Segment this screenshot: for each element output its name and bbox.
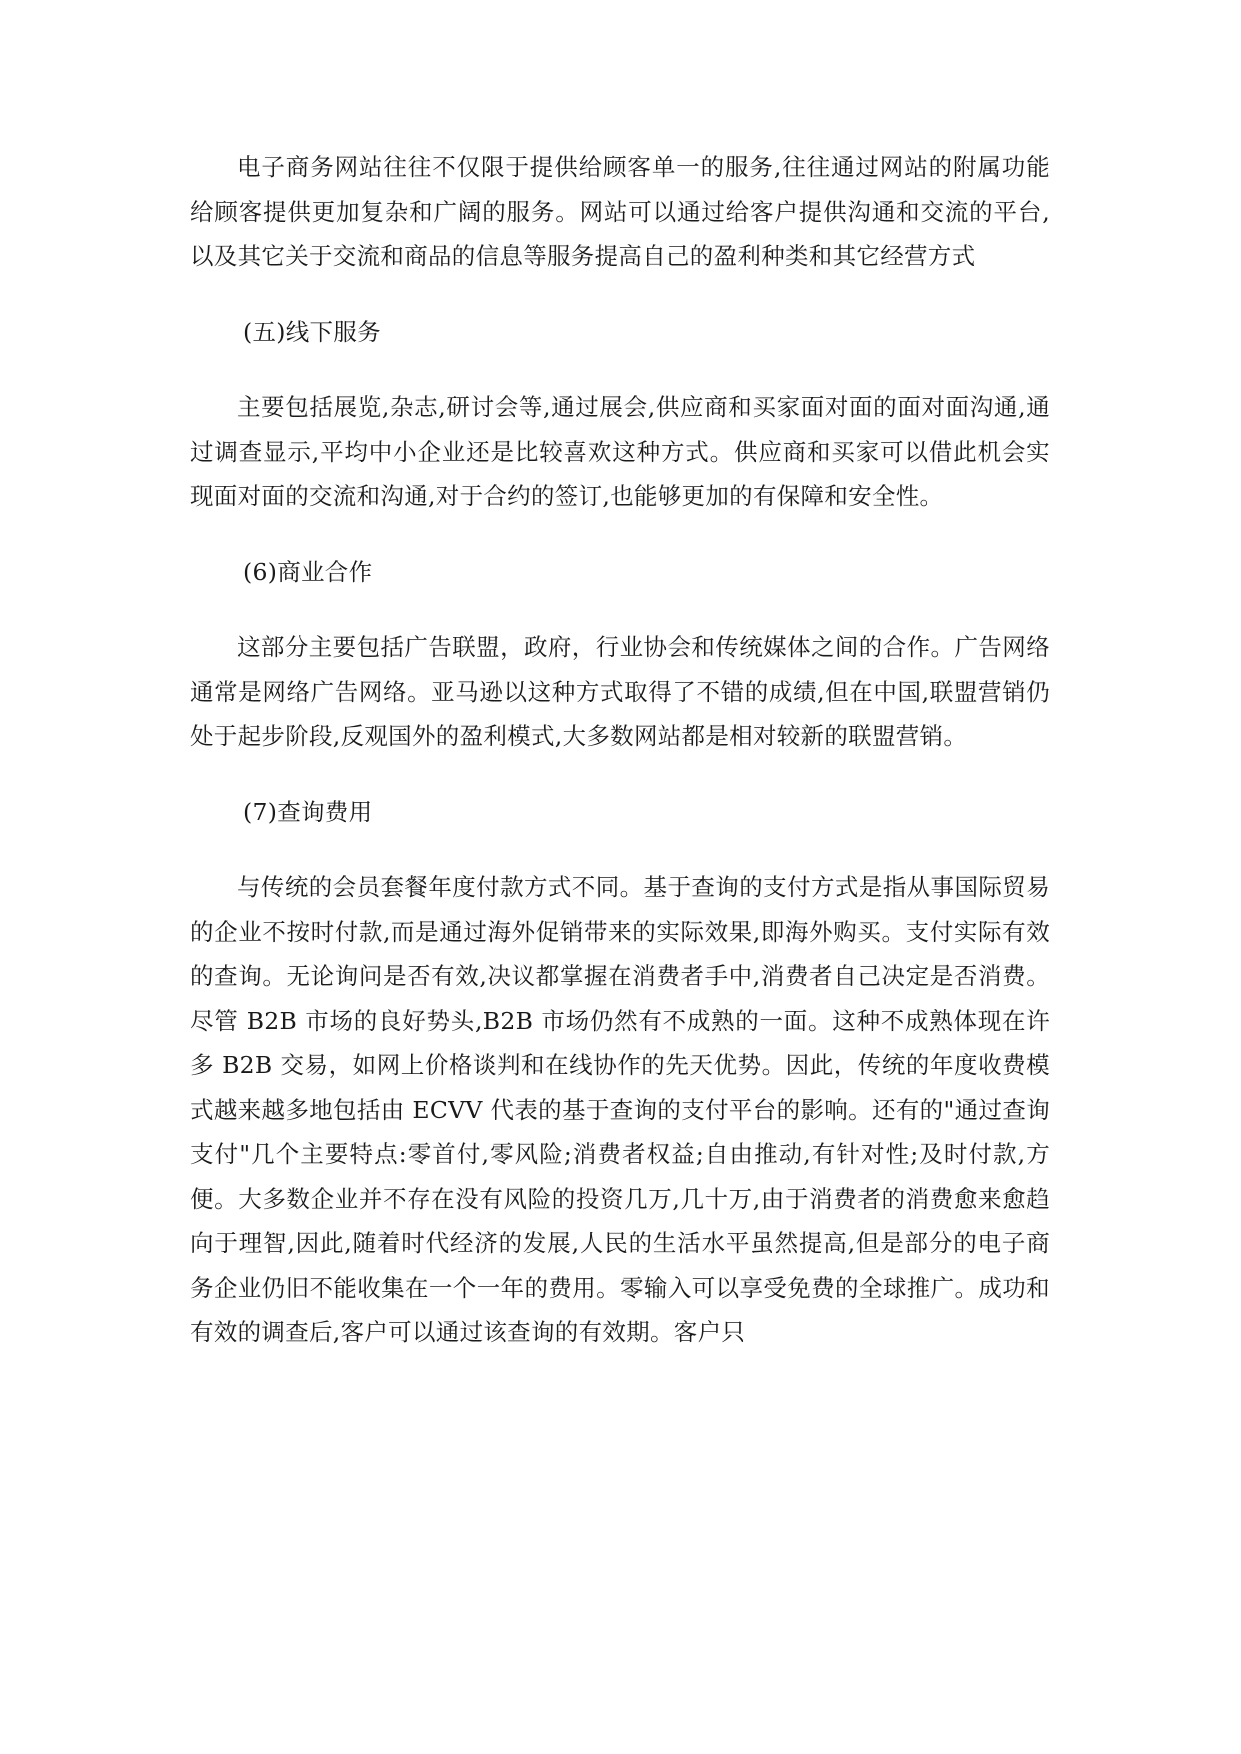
paragraph-business-cooperation: 这部分主要包括广告联盟，政府，行业协会和传统媒体之间的合作。广告网络通常是网络广告网络。亚马逊以这种方式取得了不错的成绩,但在中国,联盟营销仍处于起步阶段,反观国外的盈利模式,大多数网站都是相对较新的联盟营销。 [190, 633, 1050, 750]
paragraph-offline-services: 主要包括展览,杂志,研讨会等,通过展会,供应商和买家面对面的面对面沟通,通过调查显示,平均中小企业还是比较喜欢这种方式。供应商和买家可以借此机会实现面对面的交流和沟通,对于合约的签订,也能够更加的有保障和安全性。 [190, 393, 1050, 510]
paragraph-inquiry-fees: 与传统的会员套餐年度付款方式不同。基于查询的支付方式是指从事国际贸易的企业不按时付款,而是通过海外促销带来的实际效果,即海外购买。支付实际有效的查询。无论询问是否有效,决议都掌握在消费者手中,消费者自己决定是否消费。尽管 B2B 市场的良好势头,B2B 市场仍然有不成熟的一面。这种不成熟体现在许多 B2B 交易，如网上价格谈判和在线协作的先天优势。因此，传统的年度收费模式越来越多地包括由 ECVV 代表的基于查询的支付平台的影响。还有的"通过查询支付"几个主要特点:零首付,零风险;消费者权益;自由推动,有针对性;及时付款,方便。大多数企业并不存在没有风险的投资几万,几十万,由于消费者的消费愈来愈趋向于理智,因此,随着时代经济的发展,人民的生活水平虽然提高,但是部分的电子商务企业仍旧不能收集在一个一年的费用。零输入可以享受免费的全球推广。成功和有效的调查后,客户可以通过该查询的有效期。客户只 [190, 873, 1050, 1346]
paragraph-value-added-services: 电子商务网站往往不仅限于提供给顾客单一的服务,往往通过网站的附属功能给顾客提供更加复杂和广阔的服务。网站可以通过给客户提供沟通和交流的平台,以及其它关于交流和商品的信息等服务提高自己的盈利种类和其它经营方式 [190, 153, 1050, 270]
section-heading-offline-services: (五)线下服务 [243, 317, 381, 346]
document-body [190, 145, 1050, 1355]
section-heading-inquiry-fees: (7)查询费用 [243, 797, 373, 826]
section-heading-business-cooperation: (6)商业合作 [243, 557, 373, 586]
